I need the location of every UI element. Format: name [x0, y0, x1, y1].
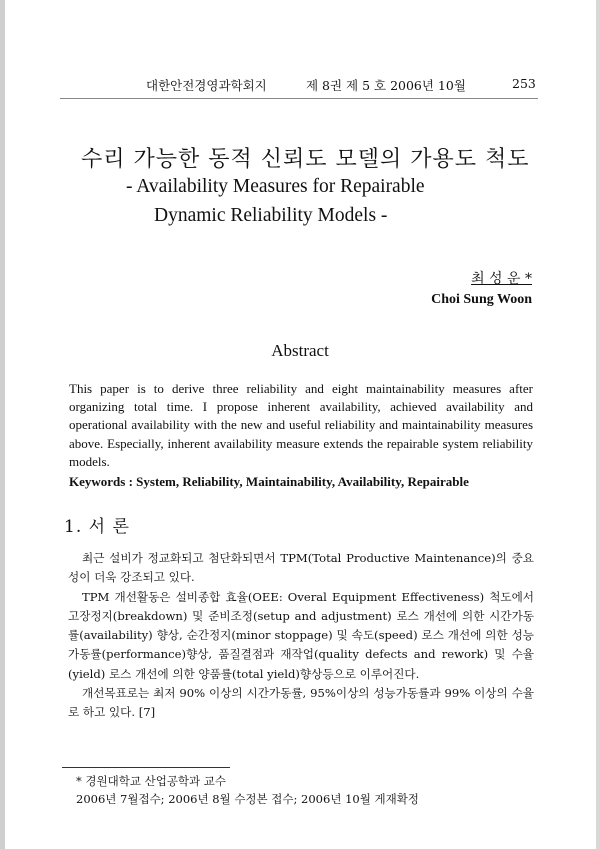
scan-right-edge — [596, 0, 600, 849]
abstract-heading: Abstract — [271, 341, 329, 360]
author-english: Choi Sung Woon — [431, 292, 532, 307]
footnote-rule — [62, 767, 230, 768]
footnote-affiliation: * 경원대학교 산업공학과 교수 — [76, 774, 227, 788]
paragraph: 개선목표로는 최저 90% 이상의 시간가동률, 95%이상의 성능가동률과 99% 이상의 수율로 하고 있다. [7] — [68, 686, 534, 720]
paper-title-korean: 수리 가능한 동적 신뢰도 모델의 가용도 척도 — [81, 147, 530, 172]
section-body — [68, 549, 534, 723]
page-number: 253 — [512, 76, 536, 91]
footnote — [76, 772, 419, 808]
author-korean: 최 성 운 * — [471, 271, 532, 287]
abstract-text: This paper is to derive three reliability and eight maintainability measures after organizing total time. I propose inherent availability, achieved availability and operational availability with the new and useful reliability and maintainability measures above. Especially, inherent availability measure extends the repairable system reliability models. — [69, 381, 533, 469]
volume-info: 제 8권 제 5 호 2006년 10월 — [306, 78, 466, 93]
keywords: Keywords : System, Reliability, Maintainability, Availability, Repairable — [69, 474, 469, 489]
paper-title-english-line1: - Availability Measures for Repairable — [126, 176, 425, 197]
scan-left-edge — [0, 0, 5, 849]
paragraph: 최근 설비가 정교화되고 첨단화되면서 TPM(Total Productive Maintenance)의 중요성이 더욱 강조되고 있다. — [68, 551, 534, 585]
paper-title-english-line2: Dynamic Reliability Models - — [154, 205, 388, 226]
footnote-dates: 2006년 7월접수; 2006년 8월 수정본 접수; 2006년 10월 게재확정 — [76, 792, 419, 806]
section-heading: 1. 서 론 — [64, 517, 130, 537]
journal-name: 대한안전경영과학회지 — [146, 78, 267, 93]
paragraph: TPM 개선활동은 설비종합 효율(OEE: Overal Equipment Effectiveness) 척도에서 고장정지(breakdown) 및 준비조정(setup and adjustment) 로스 개선에 의한 시간가동률(availability) 향상, 순간정지(minor stoppage) 및 속도(speed) 로스 개선에 의한 성능가동률(performance)향상, 품질결점과 재작업(quality defects and rework) 및 수율(yield) 로스 개선에 의한 양품률(total yield)향상등으로 이루어진다. — [68, 589, 534, 681]
header-rule — [60, 98, 538, 99]
running-head — [0, 76, 600, 92]
